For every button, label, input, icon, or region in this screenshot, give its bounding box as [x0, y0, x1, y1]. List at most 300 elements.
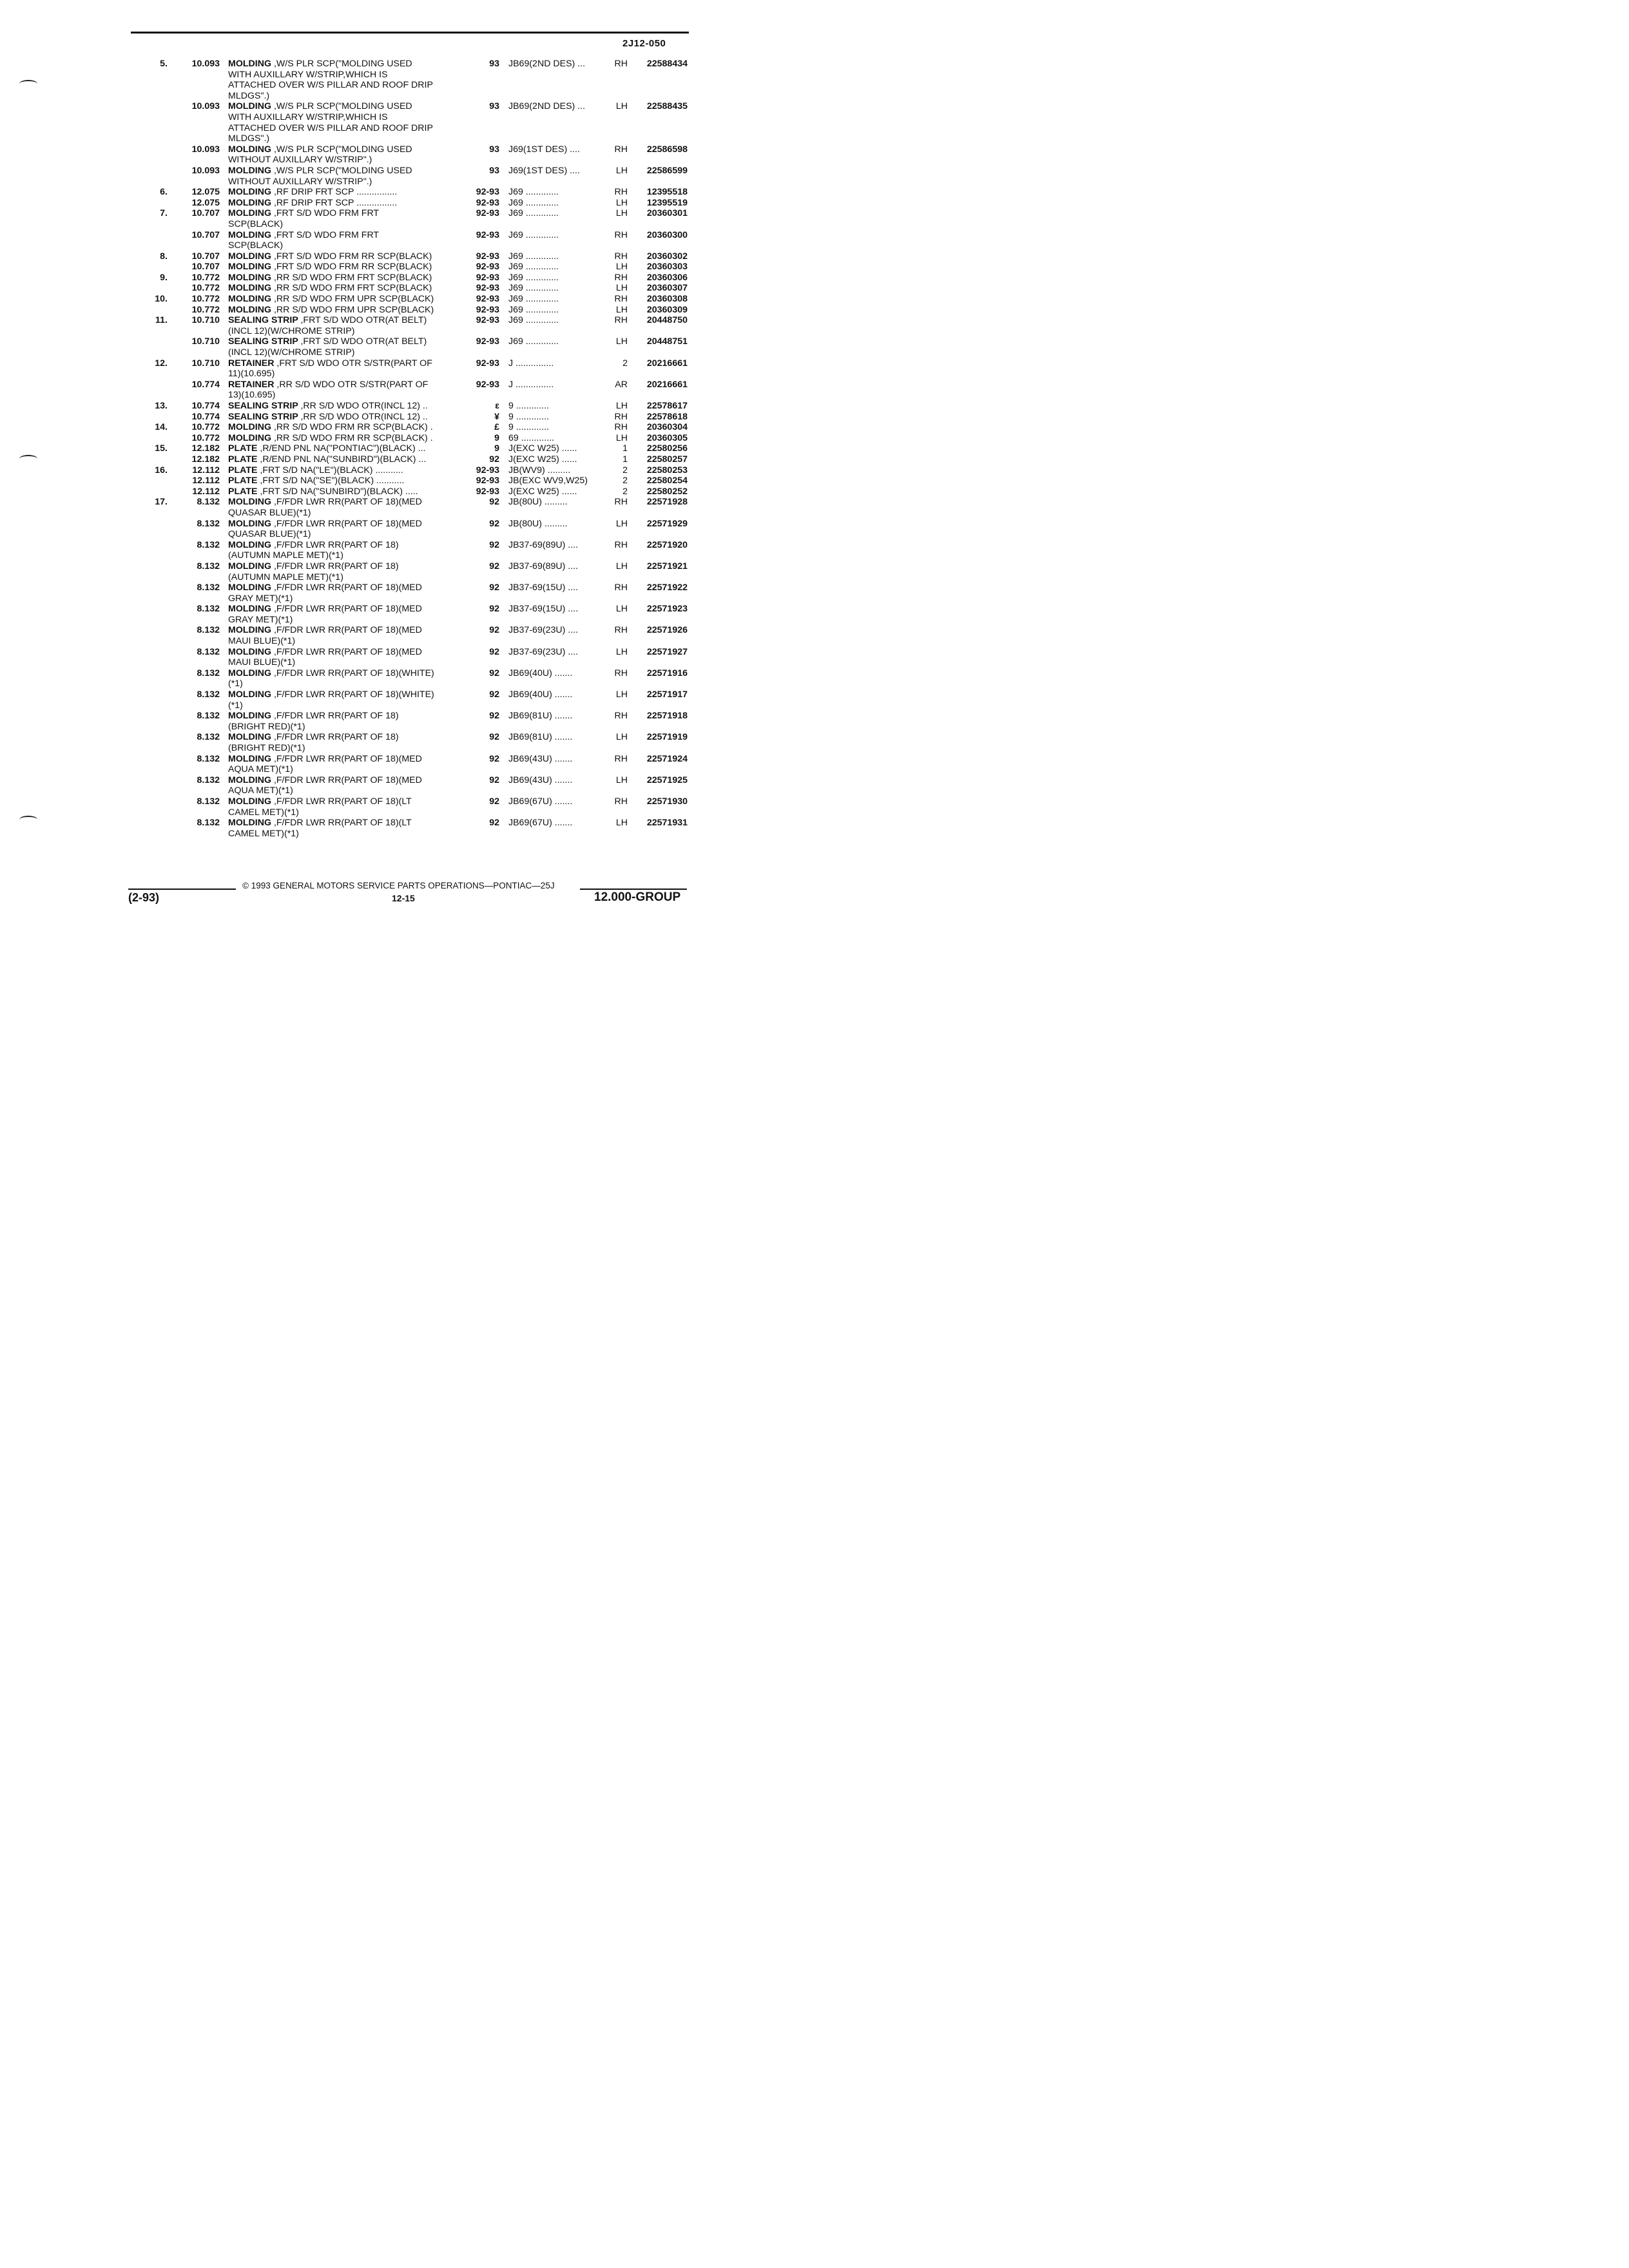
quantity: LH	[615, 304, 628, 315]
part-detail: ,F/FDR LWR RR(PART OF 18)(MED	[273, 753, 422, 764]
part-description	[228, 433, 433, 444]
group-number: 8.132	[197, 539, 220, 550]
part-detail: ,FRT S/D NA("SE")(BLACK) ...........	[260, 476, 405, 486]
part-number: 20360306	[646, 272, 688, 283]
part-name: SEALING STRIP	[228, 315, 298, 326]
group-number: 8.132	[197, 689, 220, 700]
group-number: 10.772	[191, 422, 220, 433]
part-number: 20360300	[646, 229, 688, 240]
part-description	[228, 251, 432, 262]
part-number: 22580256	[646, 443, 688, 454]
model-code: J ...............	[508, 379, 554, 390]
part-row	[0, 59, 729, 70]
model-year: 92	[489, 518, 499, 529]
part-row-continuation	[0, 219, 729, 230]
part-detail: ,RR S/D WDO FRM FRT SCP(BLACK)	[273, 272, 432, 283]
part-number: 22571924	[646, 753, 688, 764]
part-detail: ,F/FDR LWR RR(PART OF 18)(LT	[273, 818, 412, 829]
part-row	[0, 465, 729, 476]
group-number: 12.075	[191, 197, 220, 208]
part-detail-continued: (*1)	[228, 678, 243, 689]
group-number: 10.093	[191, 144, 220, 155]
model-year: 92	[489, 539, 499, 550]
part-description	[228, 273, 432, 284]
top-rule	[131, 32, 689, 34]
part-number: 22578617	[646, 401, 688, 411]
part-row	[0, 486, 729, 497]
quantity: RH	[614, 796, 628, 807]
group-number: 10.772	[191, 272, 220, 283]
model-year: 92-93	[476, 315, 499, 326]
model-year: 92	[489, 497, 499, 508]
model-year: 93	[489, 59, 499, 69]
part-detail: ,RR S/D WDO FRM RR SCP(BLACK) .	[273, 422, 433, 433]
part-detail: ,FRT S/D WDO FRM FRT	[273, 208, 380, 219]
group-number: 10.707	[191, 208, 220, 219]
part-row-continuation	[0, 133, 729, 144]
quantity: 2	[622, 486, 628, 497]
part-number: 22571923	[646, 604, 688, 615]
parts-list	[0, 59, 729, 839]
quantity: LH	[615, 561, 628, 572]
part-row-continuation	[0, 722, 729, 733]
part-row	[0, 561, 729, 572]
group-number: 10.772	[191, 294, 220, 305]
quantity: LH	[615, 646, 628, 657]
part-number: 22571928	[646, 497, 688, 508]
part-row	[0, 476, 729, 486]
part-number: 22586598	[646, 144, 688, 155]
model-year: ¥	[494, 411, 499, 422]
footer-date: (2-93)	[128, 891, 160, 904]
quantity: RH	[614, 272, 628, 283]
group-number: 8.132	[197, 625, 220, 636]
part-description	[228, 647, 422, 658]
group-number: 12.075	[191, 187, 220, 198]
part-description	[228, 582, 422, 593]
model-code: J69 .............	[508, 304, 559, 315]
part-description	[228, 315, 427, 326]
part-row-continuation	[0, 529, 729, 540]
quantity: LH	[615, 208, 628, 219]
quantity: LH	[615, 336, 628, 347]
part-name: MOLDING	[228, 422, 271, 433]
ref-number: 10.	[155, 294, 168, 305]
model-year: 92-93	[476, 358, 499, 369]
model-code: 9 .............	[508, 422, 550, 433]
part-number: 22571916	[646, 668, 688, 678]
part-name: MOLDING	[228, 711, 271, 722]
group-number: 8.132	[197, 561, 220, 572]
part-detail-continued: AQUA MET)(*1)	[228, 764, 293, 775]
model-code: JB37-69(89U) ....	[508, 539, 579, 550]
group-number: 10.710	[191, 315, 220, 326]
part-number: 22571920	[646, 539, 688, 550]
part-row-continuation	[0, 657, 729, 668]
group-number: 10.093	[191, 101, 220, 112]
group-number: 10.772	[191, 304, 220, 315]
model-code: J69(1ST DES) ....	[508, 144, 580, 155]
part-description	[228, 230, 379, 241]
ref-number: 12.	[155, 358, 168, 369]
model-code: J ...............	[508, 358, 554, 369]
part-detail-continued: SCP(BLACK)	[228, 218, 284, 229]
model-code: JB37-69(23U) ....	[508, 646, 579, 657]
part-row	[0, 540, 729, 551]
quantity: RH	[614, 711, 628, 722]
part-detail: ,RR S/D WDO FRM UPR SCP(BLACK)	[273, 294, 434, 305]
quantity: RH	[614, 422, 628, 433]
part-number: 22580253	[646, 465, 688, 476]
part-detail-continued: QUASAR BLUE)(*1)	[228, 507, 311, 518]
part-number: 22571927	[646, 646, 688, 657]
part-detail-continued: (BRIGHT RED)(*1)	[228, 743, 305, 753]
part-row	[0, 358, 729, 369]
quantity: LH	[615, 818, 628, 829]
part-detail-continued: WITHOUT AUXILLARY W/STRIP".)	[228, 155, 372, 166]
model-code: J69(1ST DES) ....	[508, 165, 580, 176]
part-number: 22580252	[646, 486, 688, 497]
part-description	[228, 754, 422, 765]
quantity: LH	[615, 604, 628, 615]
model-year: 92	[489, 818, 499, 829]
model-year: 92	[489, 774, 499, 785]
ref-number: 7.	[160, 208, 168, 219]
part-number: 20448751	[646, 336, 688, 347]
quantity: 2	[622, 476, 628, 486]
part-number: 22588435	[646, 101, 688, 112]
model-year: 92	[489, 668, 499, 678]
part-detail-continued: QUASAR BLUE)(*1)	[228, 529, 311, 540]
part-number: 20360307	[646, 283, 688, 294]
part-detail: ,F/FDR LWR RR(PART OF 18)	[273, 561, 399, 572]
quantity: RH	[614, 59, 628, 69]
model-year: 92	[489, 711, 499, 722]
part-row-continuation	[0, 593, 729, 604]
part-row	[0, 305, 729, 316]
part-detail: ,F/FDR LWR RR(PART OF 18)	[273, 711, 399, 722]
model-year: £	[494, 422, 499, 433]
part-detail: ,W/S PLR SCP("MOLDING USED	[273, 165, 412, 176]
quantity: RH	[614, 187, 628, 198]
quantity: LH	[615, 518, 628, 529]
part-detail-continued: (*1)	[228, 700, 243, 711]
part-row	[0, 519, 729, 530]
part-name: MOLDING	[228, 272, 271, 283]
part-detail: ,FRT S/D WDO FRM RR SCP(BLACK)	[273, 251, 432, 262]
part-detail: ,F/FDR LWR RR(PART OF 18)	[273, 539, 399, 550]
part-description	[228, 604, 422, 615]
part-detail: ,F/FDR LWR RR(PART OF 18)(MED	[273, 497, 422, 508]
part-row-continuation	[0, 155, 729, 166]
part-detail: ,F/FDR LWR RR(PART OF 18)(MED	[273, 518, 422, 529]
part-row	[0, 380, 729, 390]
part-number: 22571921	[646, 561, 688, 572]
part-detail: ,FRT S/D WDO FRM FRT	[273, 229, 380, 240]
quantity: RH	[614, 229, 628, 240]
model-code: JB69(2ND DES) ...	[508, 59, 586, 69]
part-number: 20448750	[646, 315, 688, 326]
part-name: MOLDING	[228, 262, 271, 273]
part-description	[228, 101, 412, 112]
copyright: © 1993 GENERAL MOTORS SERVICE PARTS OPERATIONS—PONTIAC—25J	[242, 881, 555, 890]
group-number: 10.774	[191, 411, 220, 422]
part-row	[0, 422, 729, 433]
model-year: 9	[494, 432, 499, 443]
part-row	[0, 582, 729, 593]
part-name: MOLDING	[228, 187, 271, 198]
quantity: LH	[615, 197, 628, 208]
part-name: MOLDING	[228, 432, 271, 443]
ref-number: 8.	[160, 251, 168, 262]
group-number: 10.774	[191, 401, 220, 411]
group-number: 10.772	[191, 283, 220, 294]
model-year: 92-93	[476, 187, 499, 198]
part-number: 22588434	[646, 59, 688, 69]
group-number: 8.132	[197, 668, 220, 678]
part-name: SEALING STRIP	[228, 401, 298, 411]
group-number: 10.774	[191, 379, 220, 390]
model-code: J(EXC W25) ......	[508, 486, 577, 497]
model-code: J(EXC W25) ......	[508, 443, 577, 454]
part-row	[0, 647, 729, 658]
part-detail: ,F/FDR LWR RR(PART OF 18)(MED	[273, 774, 422, 785]
quantity: RH	[614, 251, 628, 262]
model-code: J(EXC W25) ......	[508, 454, 577, 465]
part-row	[0, 262, 729, 273]
group-number: 8.132	[197, 796, 220, 807]
part-detail: ,RR S/D WDO FRM UPR SCP(BLACK)	[273, 304, 434, 315]
quantity: RH	[614, 582, 628, 593]
model-code: JB69(67U) .......	[508, 818, 573, 829]
model-code: JB37-69(15U) ....	[508, 582, 579, 593]
part-detail-continued: ATTACHED OVER W/S PILLAR AND ROOF DRIP	[228, 122, 433, 133]
part-row	[0, 412, 729, 423]
part-detail: ,FRT S/D NA("LE")(BLACK) ...........	[260, 465, 403, 476]
model-code: J69 .............	[508, 229, 559, 240]
part-description	[228, 486, 418, 497]
model-code: JB(EXC WV9,W25)	[508, 476, 588, 486]
part-name: MOLDING	[228, 625, 271, 636]
part-detail: ,RF DRIP FRT SCP ................	[273, 197, 398, 208]
part-number: 22571918	[646, 711, 688, 722]
part-detail: ,RR S/D WDO OTR(INCL 12) ..	[300, 401, 428, 411]
part-detail-continued: 11)(10.695)	[228, 369, 275, 380]
model-year: 92	[489, 646, 499, 657]
model-code: JB69(43U) .......	[508, 774, 573, 785]
part-name: PLATE	[228, 465, 258, 476]
part-row-continuation	[0, 70, 729, 81]
quantity: 2	[622, 465, 628, 476]
part-detail: ,W/S PLR SCP("MOLDING USED	[273, 144, 412, 155]
model-year: 92	[489, 582, 499, 593]
part-detail-continued: CAMEL MET)(*1)	[228, 807, 299, 818]
group-number: 12.112	[192, 486, 220, 497]
part-description	[228, 476, 404, 486]
part-row-continuation	[0, 80, 729, 91]
group-number: 8.132	[197, 774, 220, 785]
part-name: PLATE	[228, 454, 258, 465]
part-row	[0, 144, 729, 155]
part-detail-continued: GRAY MET)(*1)	[228, 593, 293, 604]
quantity: RH	[614, 315, 628, 326]
part-description	[228, 443, 425, 454]
part-description	[228, 732, 399, 743]
part-name: MOLDING	[228, 283, 271, 294]
model-code: J69 .............	[508, 336, 559, 347]
model-year: 93	[489, 144, 499, 155]
part-row	[0, 198, 729, 209]
part-number: 22571922	[646, 582, 688, 593]
model-code: JB(80U) .........	[508, 497, 568, 508]
part-row	[0, 775, 729, 786]
part-name: MOLDING	[228, 732, 271, 743]
part-description	[228, 422, 433, 433]
model-year: 92-93	[476, 486, 499, 497]
group-number: 12.182	[191, 443, 220, 454]
part-row	[0, 208, 729, 219]
model-code: 69 .............	[508, 432, 554, 443]
model-year: 92-93	[476, 262, 499, 273]
part-detail: ,W/S PLR SCP("MOLDING USED	[273, 59, 412, 69]
model-year: 92	[489, 689, 499, 700]
part-detail: ,F/FDR LWR RR(PART OF 18)(WHITE)	[273, 668, 434, 678]
quantity: 2	[622, 358, 628, 369]
quantity: RH	[614, 497, 628, 508]
part-description	[228, 689, 434, 700]
quantity: RH	[614, 144, 628, 155]
model-year: 93	[489, 101, 499, 112]
quantity: RH	[614, 668, 628, 678]
group-number: 8.132	[197, 711, 220, 722]
group-number: 8.132	[197, 582, 220, 593]
part-number: 12395518	[646, 187, 688, 198]
part-row-continuation	[0, 615, 729, 626]
part-detail: ,FRT S/D NA("SUNBIRD")(BLACK) .....	[260, 486, 418, 497]
part-row	[0, 166, 729, 177]
model-code: J69 .............	[508, 197, 559, 208]
part-name: MOLDING	[228, 689, 271, 700]
quantity: LH	[615, 262, 628, 273]
part-detail: ,FRT S/D WDO OTR(AT BELT)	[300, 336, 427, 347]
part-detail: ,F/FDR LWR RR(PART OF 18)(WHITE)	[273, 689, 434, 700]
model-code: J69 .............	[508, 294, 559, 305]
part-name: MOLDING	[228, 229, 271, 240]
part-row-continuation	[0, 123, 729, 134]
model-year: 92-93	[476, 229, 499, 240]
part-detail: ,F/FDR LWR RR(PART OF 18)(MED	[273, 604, 422, 615]
part-name: MOLDING	[228, 208, 271, 219]
part-row	[0, 625, 729, 636]
model-code: J69 .............	[508, 283, 559, 294]
model-code: JB69(40U) .......	[508, 689, 573, 700]
group-number: 8.132	[197, 604, 220, 615]
quantity: LH	[615, 689, 628, 700]
part-row-continuation	[0, 829, 729, 840]
part-description	[228, 144, 412, 155]
part-detail-continued: SCP(BLACK)	[228, 240, 284, 251]
model-code: JB69(81U) .......	[508, 732, 573, 743]
group-number: 8.132	[197, 497, 220, 508]
part-name: MOLDING	[228, 304, 271, 315]
model-year: 92-93	[476, 197, 499, 208]
part-row-continuation	[0, 764, 729, 775]
part-detail-continued: WITHOUT AUXILLARY W/STRIP".)	[228, 176, 372, 187]
part-description	[228, 711, 399, 722]
part-detail: ,RR S/D WDO OTR S/STR(PART OF	[276, 379, 429, 390]
part-number: 20216661	[646, 379, 688, 390]
part-number: 22571919	[646, 732, 688, 743]
part-description	[228, 187, 397, 198]
part-number: 20360309	[646, 304, 688, 315]
quantity: RH	[614, 539, 628, 550]
part-detail: ,F/FDR LWR RR(PART OF 18)(MED	[273, 582, 422, 593]
part-row-continuation	[0, 636, 729, 647]
model-code: JB69(43U) .......	[508, 753, 573, 764]
group-number: 10.710	[191, 358, 220, 369]
part-name: MOLDING	[228, 539, 271, 550]
model-year: 92-93	[476, 379, 499, 390]
model-code: J69 .............	[508, 187, 559, 198]
part-number: 22586599	[646, 165, 688, 176]
part-description	[228, 208, 379, 219]
model-year: 92-93	[476, 294, 499, 305]
part-description	[228, 818, 412, 829]
group-number: 8.132	[197, 818, 220, 829]
part-detail: ,F/FDR LWR RR(PART OF 18)(MED	[273, 646, 422, 657]
model-year: 92-93	[476, 465, 499, 476]
group-number: 8.132	[197, 732, 220, 743]
part-row	[0, 187, 729, 198]
part-row	[0, 294, 729, 305]
part-row-continuation	[0, 807, 729, 818]
model-code: J69 .............	[508, 262, 559, 273]
part-description	[228, 796, 412, 807]
group-number: 8.132	[197, 646, 220, 657]
quantity: 1	[622, 443, 628, 454]
part-name: MOLDING	[228, 668, 271, 678]
part-name: SEALING STRIP	[228, 411, 298, 422]
model-year: 92-93	[476, 272, 499, 283]
group-number: 10.707	[191, 229, 220, 240]
part-number: 22580254	[646, 476, 688, 486]
part-description	[228, 540, 399, 551]
part-name: MOLDING	[228, 251, 271, 262]
model-code: J69 .............	[508, 251, 559, 262]
quantity: LH	[615, 732, 628, 743]
part-detail: ,F/FDR LWR RR(PART OF 18)(MED	[273, 625, 422, 636]
part-detail: ,RR S/D WDO OTR(INCL 12) ..	[300, 411, 428, 422]
part-row-continuation	[0, 347, 729, 358]
part-name: MOLDING	[228, 165, 271, 176]
part-detail-continued: (BRIGHT RED)(*1)	[228, 721, 305, 732]
quantity: LH	[615, 165, 628, 176]
group-number: 10.772	[191, 432, 220, 443]
part-detail: ,R/END PNL NA("PONTIAC")(BLACK) ...	[260, 443, 426, 454]
part-detail-continued: ATTACHED OVER W/S PILLAR AND ROOF DRIP	[228, 80, 433, 91]
part-number: 22571925	[646, 774, 688, 785]
group-number: 10.093	[191, 165, 220, 176]
part-detail-continued: MAUI BLUE)(*1)	[228, 657, 296, 668]
part-description	[228, 358, 432, 369]
ref-number: 17.	[155, 497, 168, 508]
model-year: 92	[489, 732, 499, 743]
part-row-continuation	[0, 508, 729, 519]
part-description	[228, 401, 428, 412]
part-row	[0, 796, 729, 807]
part-number: 20360303	[646, 262, 688, 273]
group-number: 8.132	[197, 753, 220, 764]
